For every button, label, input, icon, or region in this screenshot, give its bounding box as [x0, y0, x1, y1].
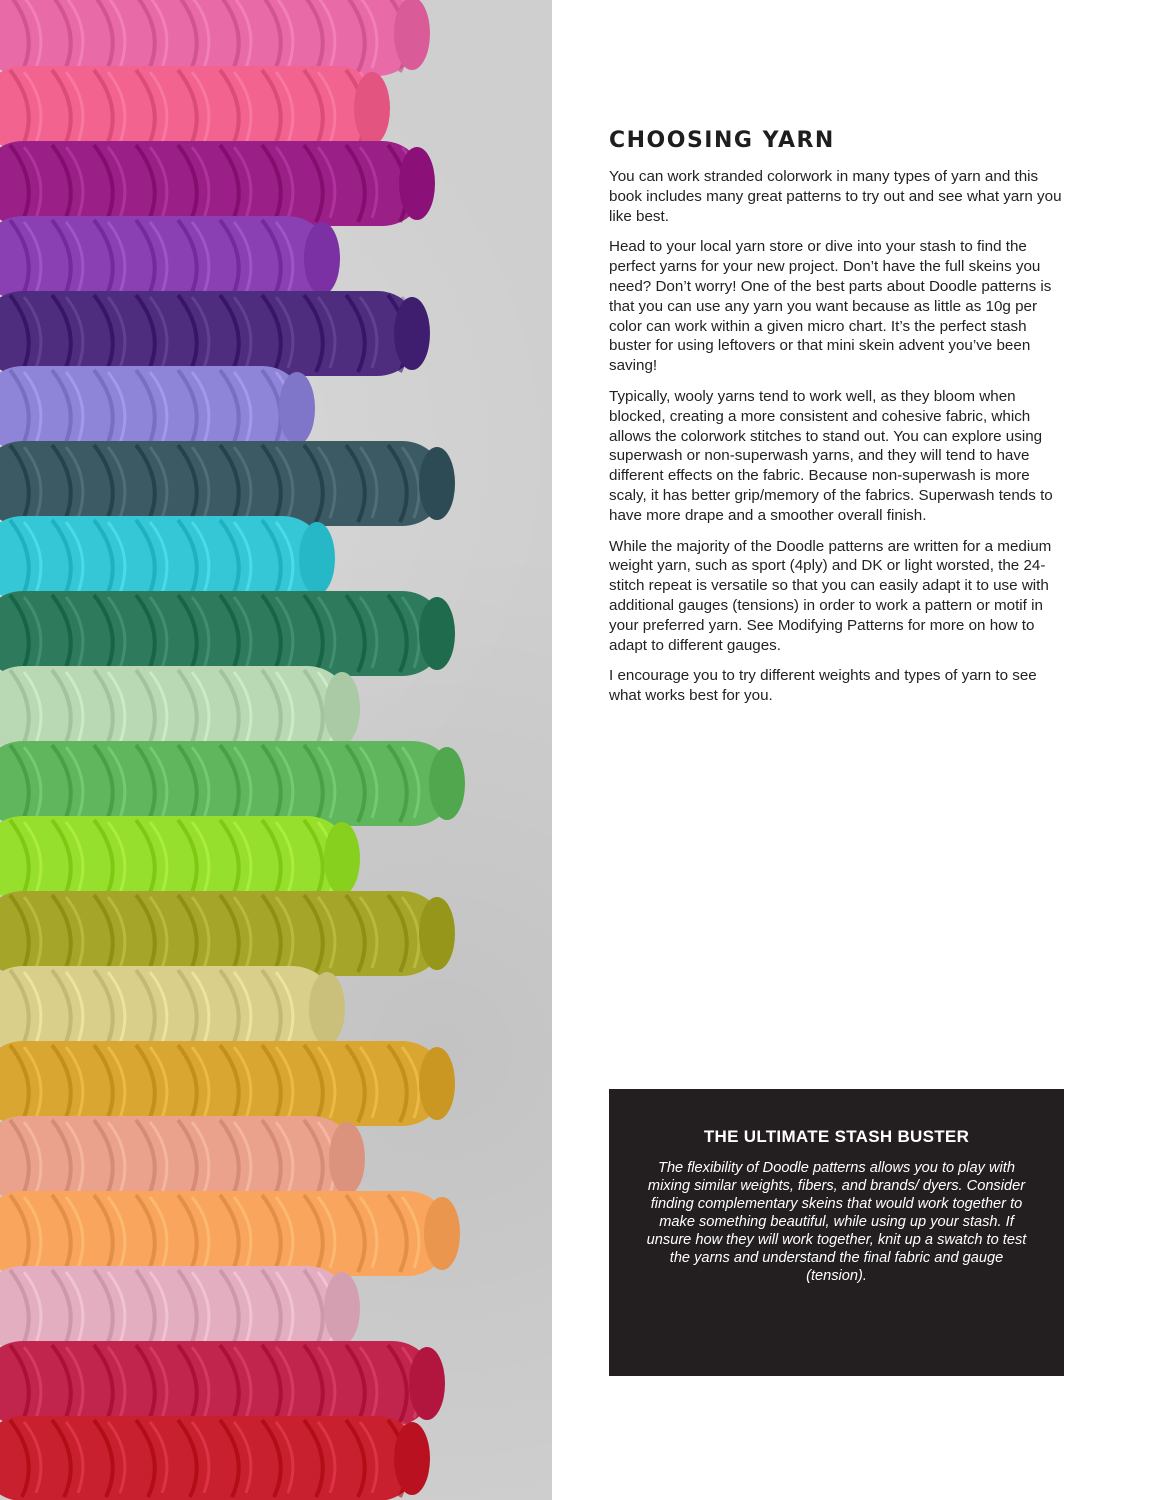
- paragraph: I encourage you to try different weights and types of yarn to see what works best for you.: [609, 667, 1037, 705]
- stash-buster-callout: [609, 1089, 1064, 1376]
- callout-body: The flexibility of Doodle patterns allows you to play with mixing similar weights, fibers, and brands/ dyers. Consider finding complementary skeins that would work together to make something beautiful, while using up your stash. If unsure how they will work together, knit up a swatch to test the yarns and understand the final fabric and gauge (tension).: [646, 1160, 1027, 1284]
- yarn-skein: [0, 891, 455, 976]
- yarn-skeins-illustration: [0, 0, 552, 1500]
- yarn-skein: [0, 666, 360, 751]
- yarn-skein: [0, 1416, 430, 1500]
- yarn-skein: [0, 441, 455, 526]
- callout-title: THE ULTIMATE STASH BUSTER: [703, 1127, 970, 1146]
- yarn-skein: [0, 1191, 460, 1276]
- paragraph: Typically, wooly yarns tend to work well, as they bloom when blocked, creating a more consistent and cohesive fabric, which allows the colorwork stitches to stand out. You can explore using superwash or non-superwash yarns, and they will tend to have different effects on the fabric. Because non-superwash is more scaly, it has better grip/memory of the fabrics. Superwash tends to have more drape and a smoother overall finish.: [609, 387, 1053, 524]
- yarn-skein: [0, 366, 315, 451]
- yarn-skein: [0, 966, 345, 1051]
- yarn-skein: [0, 1266, 360, 1351]
- yarn-skein: [0, 1341, 445, 1426]
- yarn-skein: [0, 816, 360, 901]
- yarn-skein: [0, 1041, 455, 1126]
- yarn-skein: [0, 66, 390, 151]
- yarn-skein: [0, 216, 340, 301]
- section-heading: CHOOSING YARN: [609, 128, 835, 153]
- yarn-skein: [0, 0, 430, 76]
- yarn-skein: [0, 1116, 365, 1201]
- main-text-column: [609, 128, 1069, 717]
- yarn-skein: [0, 741, 465, 826]
- yarn-skein: [0, 516, 335, 601]
- yarn-skein: [0, 291, 430, 376]
- paragraph: While the majority of the Doodle patterns are written for a medium weight yarn, such as sport (4ply) and DK or light worsted, the 24-stitch repeat is versatile so that you can easily adapt it to use with additional gauges (tensions) in order to work a pattern or motif in your preferred yarn. See Modifying Patterns for more on how to adapt to different gauges.: [609, 537, 1052, 654]
- yarn-skeins-photo: [0, 0, 552, 1500]
- paragraph: You can work stranded colorwork in many types of yarn and this book includes many great patterns to try out and see what yarn you like best.: [609, 168, 1062, 225]
- paragraph: Head to your local yarn store or dive into your stash to find the perfect yarns for your new project. Don’t have the full skeins you need? Don’t worry! One of the best parts about Doodle patterns is that you can use any yarn you want because as little as 10g per color can work within a given micro chart. It’s the perfect stash buster for using leftovers or that mini skein advent you’ve been saving!: [609, 238, 1052, 375]
- yarn-skein: [0, 591, 455, 676]
- yarn-skein: [0, 141, 435, 226]
